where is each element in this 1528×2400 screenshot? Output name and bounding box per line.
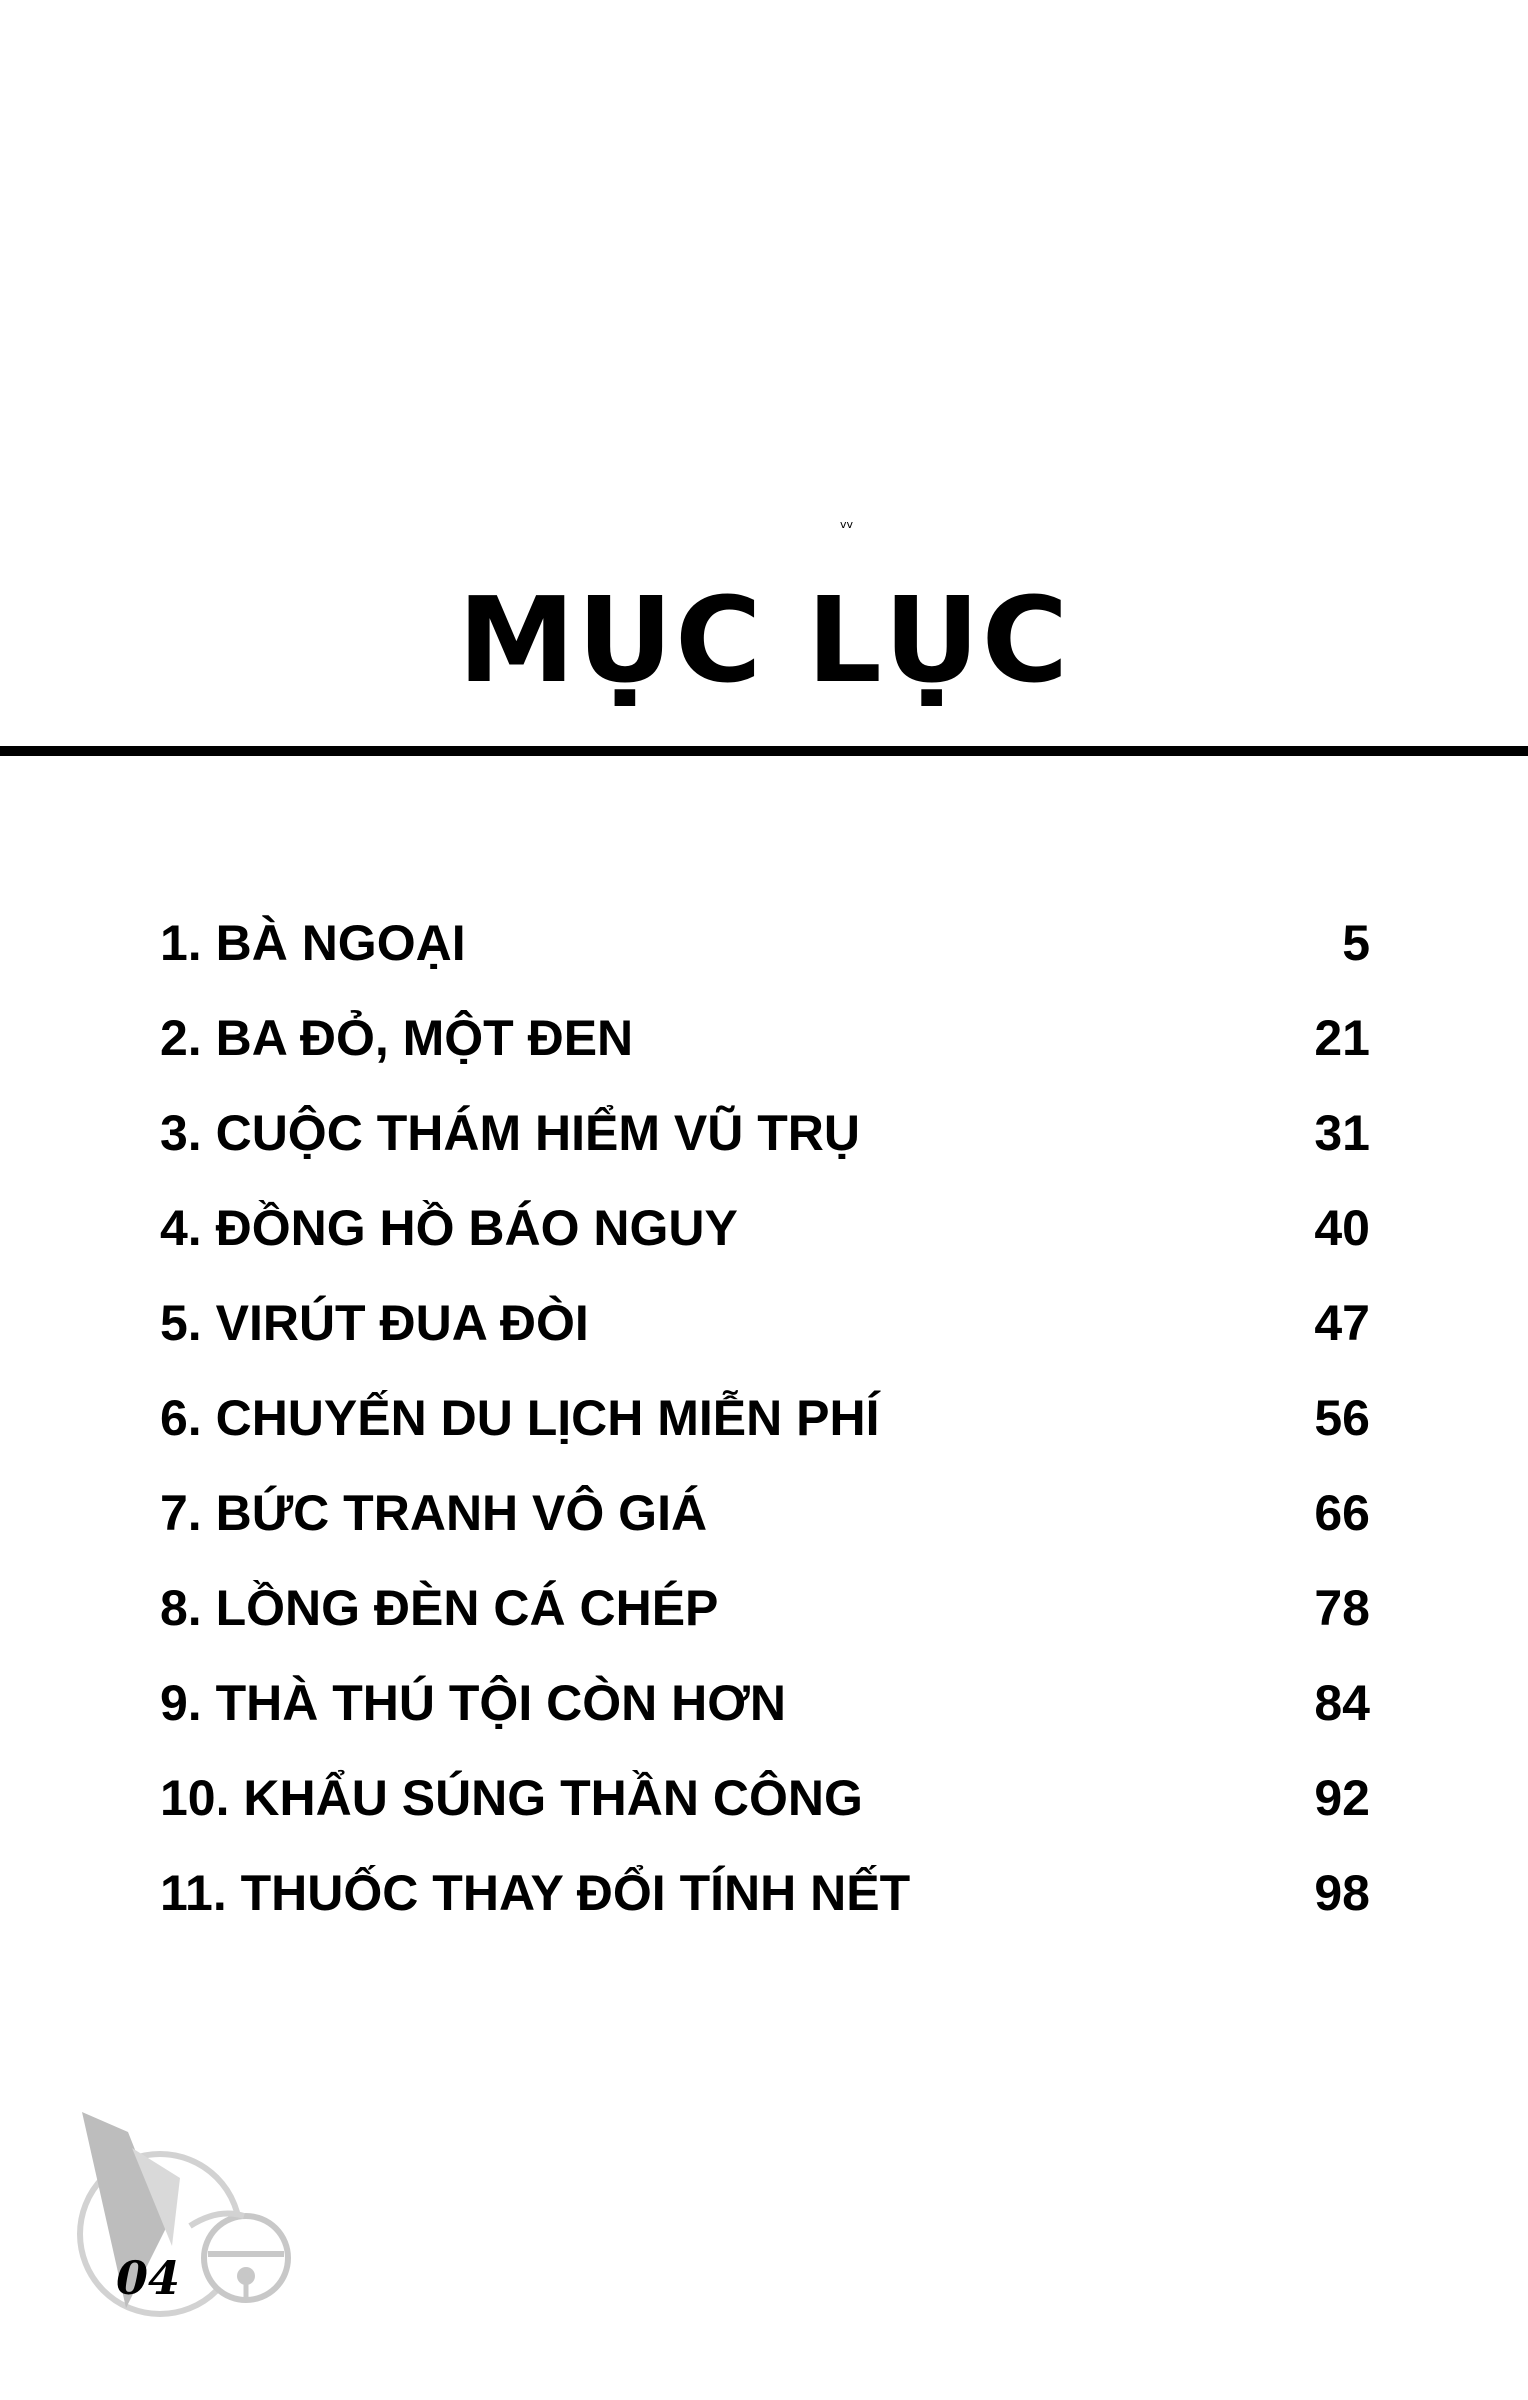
toc-entry-page: 31: [1314, 1104, 1370, 1161]
toc-entry[interactable]: [160, 1085, 1370, 1180]
toc-entry-page: 40: [1314, 1199, 1370, 1256]
toc-entry-title: 4. ĐỒNG HỒ BÁO NGUY: [160, 1199, 738, 1256]
toc-entry-page: 47: [1314, 1294, 1370, 1351]
table-of-contents: [160, 895, 1370, 1940]
toc-entry-page: 21: [1314, 1009, 1370, 1066]
toc-entry[interactable]: [160, 1275, 1370, 1370]
toc-entry-title: 1. BÀ NGOẠI: [160, 914, 466, 971]
toc-entry[interactable]: [160, 1180, 1370, 1275]
toc-entry[interactable]: [160, 1560, 1370, 1655]
toc-entry-title: 2. BA ĐỎ, MỘT ĐEN: [160, 1009, 634, 1066]
toc-entry[interactable]: [160, 1465, 1370, 1560]
page-number: 04: [116, 2251, 181, 2305]
toc-entry-page: 5: [1342, 914, 1370, 971]
toc-entry-page: 66: [1314, 1484, 1370, 1541]
toc-entry-title: 7. BỨC TRANH VÔ GIÁ: [160, 1484, 708, 1541]
toc-entry[interactable]: [160, 895, 1370, 990]
toc-entry-page: 98: [1314, 1864, 1370, 1921]
toc-entry[interactable]: [160, 990, 1370, 1085]
toc-entry-page: 78: [1314, 1579, 1370, 1636]
toc-entry-title: 5. VIRÚT ĐUA ĐÒI: [160, 1294, 589, 1351]
title-divider: [0, 746, 1528, 756]
toc-entry-title: 11. THUỐC THAY ĐỔI TÍNH NẾT: [160, 1864, 911, 1921]
toc-entry-title: 3. CUỘC THÁM HIỂM VŨ TRỤ: [160, 1104, 860, 1161]
toc-entry[interactable]: [160, 1370, 1370, 1465]
toc-entry-title: 9. THÀ THÚ TỘI CÒN HƠN: [160, 1674, 786, 1731]
toc-entry[interactable]: [160, 1845, 1370, 1940]
page-title: MỤC LỤC: [457, 571, 1071, 709]
bell-flag-logo-icon: [68, 2108, 300, 2320]
tiny-mark: vv: [840, 518, 854, 531]
toc-entry[interactable]: [160, 1655, 1370, 1750]
toc-entry[interactable]: [160, 1750, 1370, 1845]
toc-entry-title: 8. LỒNG ĐÈN CÁ CHÉP: [160, 1579, 719, 1636]
toc-entry-title: 10. KHẨU SÚNG THẦN CÔNG: [160, 1769, 863, 1826]
toc-entry-page: 56: [1314, 1389, 1370, 1446]
toc-entry-title: 6. CHUYẾN DU LỊCH MIỄN PHÍ: [160, 1389, 880, 1446]
toc-entry-page: 84: [1314, 1674, 1370, 1731]
toc-entry-page: 92: [1314, 1769, 1370, 1826]
